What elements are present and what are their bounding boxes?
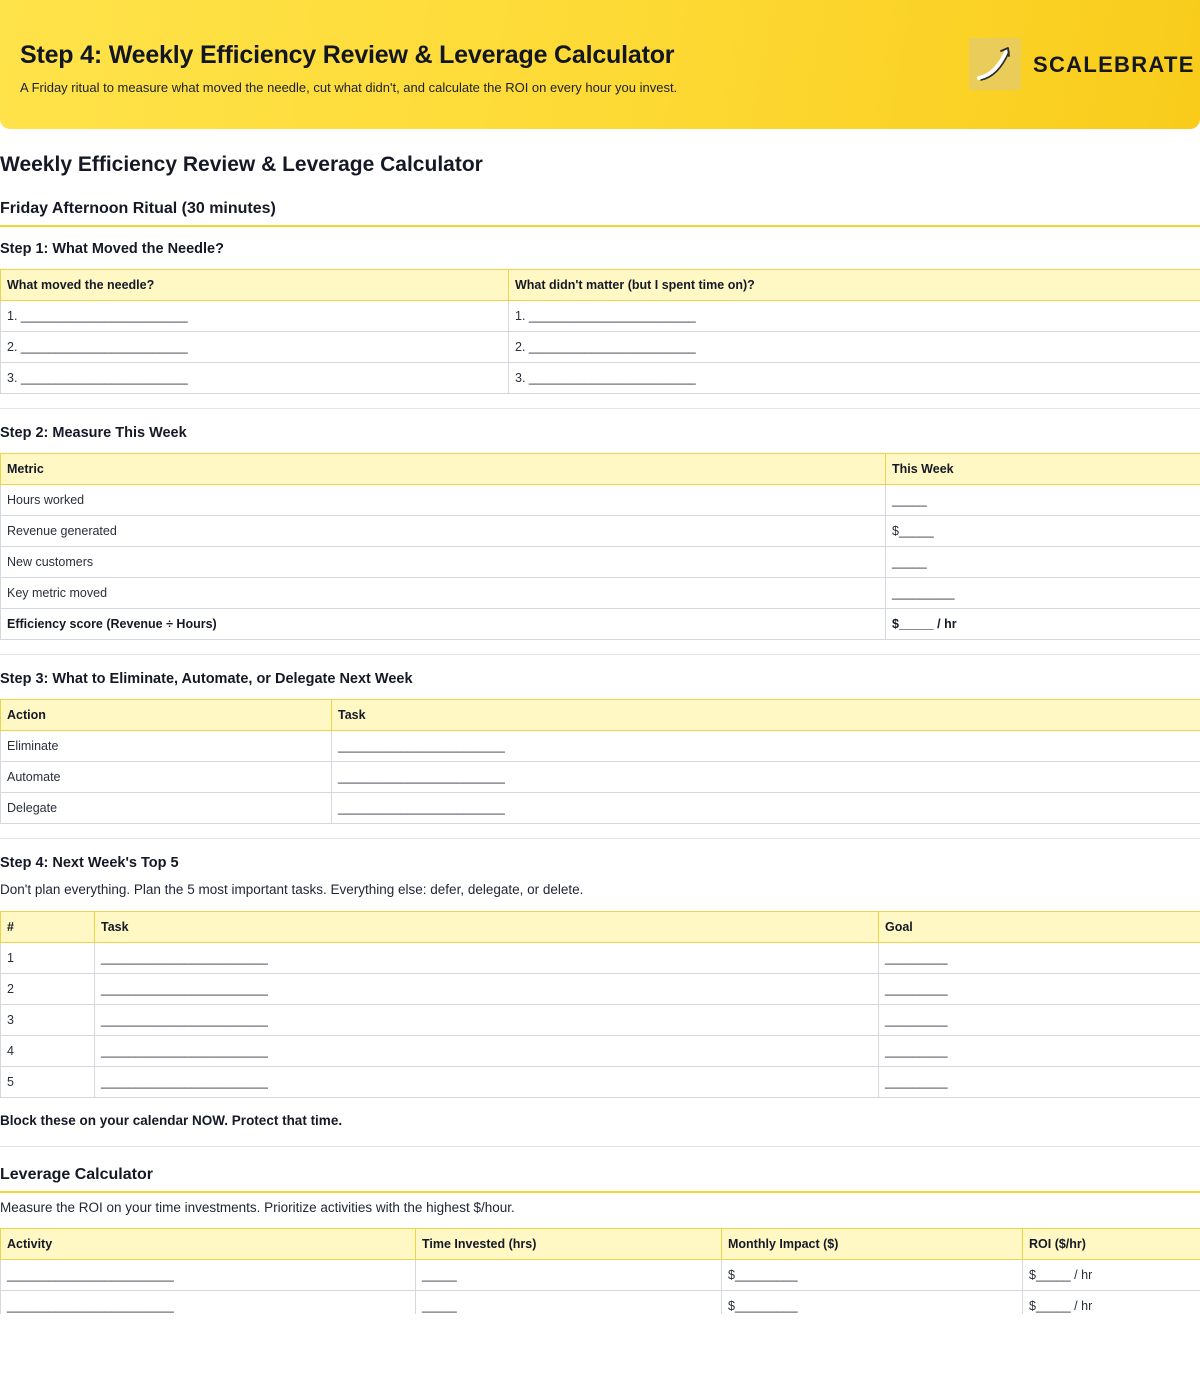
table-row <box>1 301 1200 332</box>
metric-label: Key metric moved <box>1 578 886 609</box>
input-blank[interactable]: ________________________ <box>95 1067 879 1098</box>
column-header: Goal <box>879 912 1200 943</box>
step4-heading: Step 4: Next Week's Top 5 <box>0 855 179 871</box>
section-divider <box>0 838 1200 839</box>
step4-table <box>0 911 1200 1098</box>
table-row <box>1 1005 1200 1036</box>
table-row <box>1 974 1200 1005</box>
column-header: Monthly Impact ($) <box>722 1229 1023 1260</box>
input-blank[interactable]: _________ <box>879 943 1200 974</box>
table-row <box>1 1260 1200 1291</box>
column-header: Task <box>95 912 879 943</box>
table-row <box>1 762 1200 793</box>
step2-table <box>0 453 1200 640</box>
table-row <box>1 1291 1200 1315</box>
column-header: Task <box>332 700 1200 731</box>
input-blank[interactable]: _________ <box>879 1067 1200 1098</box>
input-blank[interactable]: 1. ________________________ <box>509 301 1200 332</box>
column-header: Activity <box>1 1229 416 1260</box>
step1-table <box>0 269 1200 394</box>
action-label: Delegate <box>1 793 332 824</box>
row-number: 1 <box>1 943 95 974</box>
input-blank[interactable]: _________ <box>879 974 1200 1005</box>
document-title: Weekly Efficiency Review & Leverage Calculator <box>0 153 483 176</box>
table-row <box>1 1067 1200 1098</box>
leverage-intro: Measure the ROI on your time investments. Prioritize activities with the highest $/hour. <box>0 1200 515 1215</box>
table-row <box>1 793 1200 824</box>
input-blank[interactable]: 2. ________________________ <box>509 332 1200 363</box>
section-divider <box>0 408 1200 409</box>
input-blank[interactable]: ________________________ <box>95 1036 879 1067</box>
table-row <box>1 609 1200 640</box>
input-blank[interactable]: ________________________ <box>95 943 879 974</box>
input-blank[interactable]: ________________________ <box>95 974 879 1005</box>
column-header: Time Invested (hrs) <box>416 1229 722 1260</box>
column-header: This Week <box>886 454 1200 485</box>
input-blank[interactable]: _________ <box>879 1036 1200 1067</box>
input-blank[interactable]: ________________________ <box>332 762 1200 793</box>
table-row <box>1 516 1200 547</box>
input-blank[interactable]: $_________ <box>722 1291 1023 1315</box>
column-header: What moved the needle? <box>1 270 509 301</box>
column-header: # <box>1 912 95 943</box>
input-blank[interactable]: ________________________ <box>332 793 1200 824</box>
metric-label: Efficiency score (Revenue ÷ Hours) <box>1 609 886 640</box>
table-row <box>1 943 1200 974</box>
column-header: Metric <box>1 454 886 485</box>
table-row <box>1 485 1200 516</box>
leverage-heading <box>0 1166 1200 1193</box>
table-row <box>1 363 1200 394</box>
row-number: 4 <box>1 1036 95 1067</box>
table-row <box>1 1036 1200 1067</box>
step1-heading: Step 1: What Moved the Needle? <box>0 241 224 257</box>
row-number: 2 <box>1 974 95 1005</box>
input-blank[interactable]: $_____ / hr <box>1023 1260 1200 1291</box>
step2-heading: Step 2: Measure This Week <box>0 425 187 441</box>
input-blank[interactable]: ________________________ <box>1 1260 416 1291</box>
section-divider <box>0 654 1200 655</box>
table-row <box>1 578 1200 609</box>
banner-title: Step 4: Weekly Efficiency Review & Leverage Calculator <box>20 41 675 69</box>
input-blank[interactable]: 1. ________________________ <box>1 301 509 332</box>
step4-note: Block these on your calendar NOW. Protect that time. <box>0 1113 343 1128</box>
leverage-table-viewport <box>0 1228 1200 1314</box>
column-header: What didn't matter (but I spent time on)? <box>509 270 1200 301</box>
table-row <box>1 547 1200 578</box>
table-header-row <box>1 1229 1200 1260</box>
banner-subtitle: A Friday ritual to measure what moved the needle, cut what didn't, and calculate the ROI on every hour you invest. <box>20 80 678 95</box>
metric-label: New customers <box>1 547 886 578</box>
table-row <box>1 731 1200 762</box>
row-number: 5 <box>1 1067 95 1098</box>
table-header-row <box>1 454 1200 485</box>
column-header: ROI ($/hr) <box>1023 1229 1200 1260</box>
input-blank[interactable]: $_____ / hr <box>1023 1291 1200 1315</box>
step3-table <box>0 699 1200 824</box>
input-blank[interactable]: ________________________ <box>332 731 1200 762</box>
input-blank[interactable]: ________________________ <box>1 1291 416 1315</box>
header-banner <box>0 0 1200 129</box>
leverage-table <box>0 1228 1200 1314</box>
input-blank[interactable]: $_________ <box>722 1260 1023 1291</box>
table-header-row <box>1 700 1200 731</box>
table-header-row <box>1 270 1200 301</box>
ritual-heading <box>0 200 1200 227</box>
metric-label: Revenue generated <box>1 516 886 547</box>
input-blank[interactable]: ________________________ <box>95 1005 879 1036</box>
input-blank[interactable]: _____ <box>416 1291 722 1315</box>
table-header-row <box>1 912 1200 943</box>
metric-label: Hours worked <box>1 485 886 516</box>
input-blank[interactable]: _________ <box>879 1005 1200 1036</box>
action-label: Eliminate <box>1 731 332 762</box>
step3-heading: Step 3: What to Eliminate, Automate, or Delegate Next Week <box>0 671 413 687</box>
input-blank[interactable]: 2. ________________________ <box>1 332 509 363</box>
input-blank[interactable]: 3. ________________________ <box>1 363 509 394</box>
input-blank[interactable]: $_____ / hr <box>886 609 1200 640</box>
ritual-heading-text: Friday Afternoon Ritual (30 minutes) <box>0 200 276 217</box>
input-blank[interactable]: _____ <box>886 547 1200 578</box>
action-label: Automate <box>1 762 332 793</box>
step4-intro: Don't plan everything. Plan the 5 most important tasks. Everything else: defer, delegate, or delete. <box>0 882 584 897</box>
input-blank[interactable]: _____ <box>886 485 1200 516</box>
input-blank[interactable]: _________ <box>886 578 1200 609</box>
table-row <box>1 332 1200 363</box>
column-header: Action <box>1 700 332 731</box>
rising-arrow-icon <box>969 38 1021 90</box>
brand-name: SCALEBRATE <box>1033 52 1195 77</box>
section-divider <box>0 1146 1200 1147</box>
leverage-heading-text: Leverage Calculator <box>0 1166 153 1183</box>
input-blank[interactable]: $_____ <box>886 516 1200 547</box>
row-number: 3 <box>1 1005 95 1036</box>
input-blank[interactable]: 3. ________________________ <box>509 363 1200 394</box>
input-blank[interactable]: _____ <box>416 1260 722 1291</box>
